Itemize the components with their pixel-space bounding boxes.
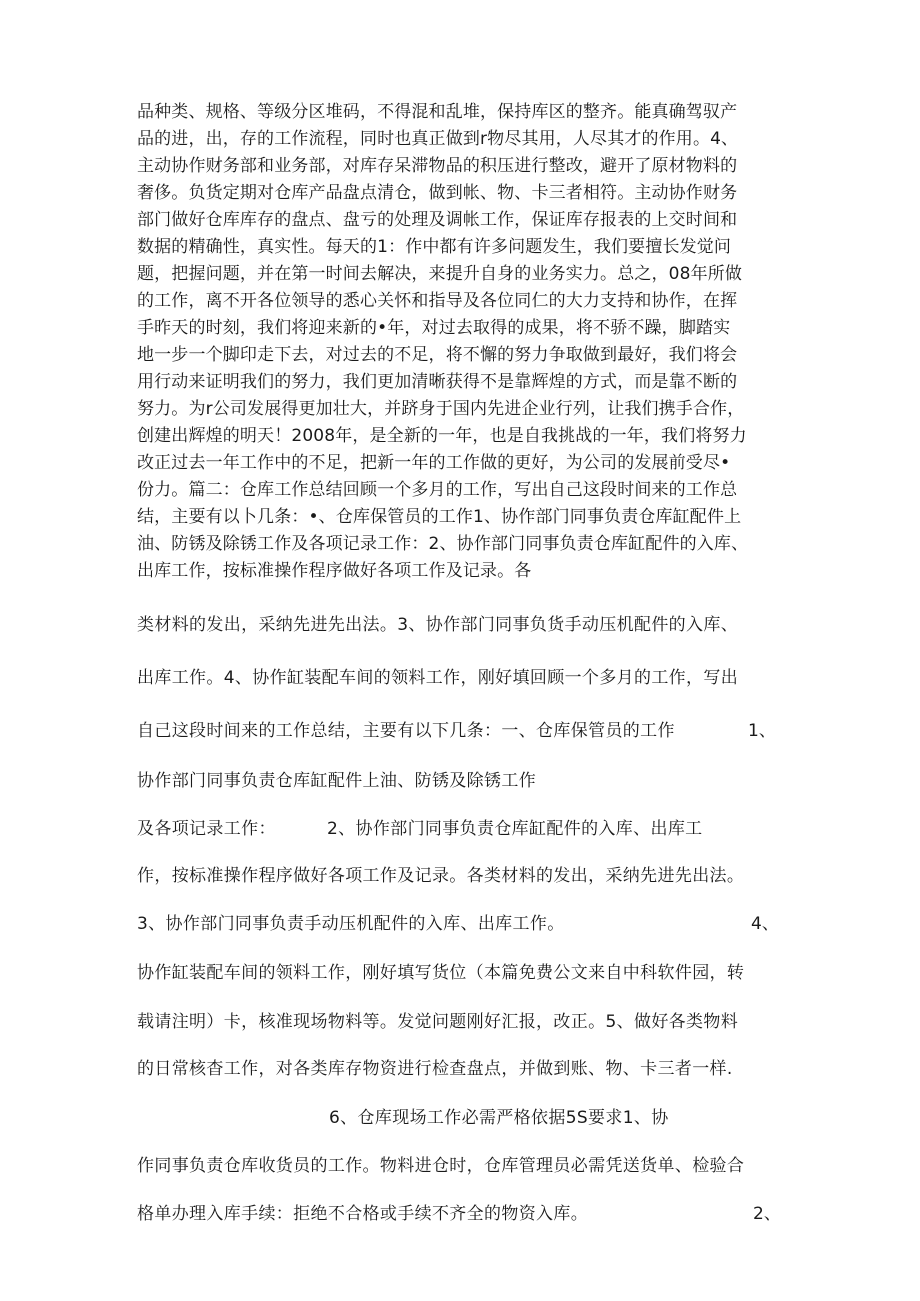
text-line: 主动协作财务部和业务部，对库存呆滞物品的积压进行整改，避开了原材物料的 — [137, 156, 738, 176]
text-line: 手昨天的时刻，我们将迎来新的•年，对过去取得的成果，将不骄不躁，脚踏实 — [137, 318, 731, 338]
text-line: 的日常核杳工作，对各类库存物资进行检查盘点，并做到账、物、卡三者一样. — [137, 1059, 733, 1079]
text-line: 油、防锈及除锈工作及各项记录工作：2、协作部门同事负责仓库缸配件的入库、 — [137, 534, 749, 554]
text-line: 地一步一个脚印走下去，对过去的不足，将不懈的努力争取做到最好，我们将会 — [137, 345, 738, 365]
text-line: 协作部门同事负责仓库缸配件上油、防锈及除锈工作 — [137, 771, 537, 791]
text-line: 3、协作部门同事负责手动压机配件的入库、出库工作。 — [137, 914, 565, 934]
text-line: 用行动来证明我们的努力，我们更加清晰获得不是靠辉煌的方式，而是靠不断的 — [137, 372, 738, 392]
text-line: 奢侈。负货定期对仓库产品盘点清仓，做到帐、物、卡三者相符。主动协作财务 — [137, 183, 738, 203]
text-line: 类材料的发出，采纳先进先出法。3、协作部门同事负货手动压机配件的入库、 — [137, 615, 739, 635]
text-line-fragment: 4、 — [751, 914, 779, 934]
text-line: 份力。篇二：仓库工作总结回顾一个多月的工作，写出自己这段时间来的工作总 — [137, 480, 738, 500]
text-line: 格单办理入库手续：拒绝不合格或手续不齐全的物资入库。 — [137, 1204, 589, 1224]
text-line: 协作缸装配车间的领料工作，刚好填写货位（本篇免费公文来自中科软件园，转 — [137, 963, 745, 983]
text-line-fragment: 1、 — [748, 721, 776, 741]
text-line: 部门做好仓库库存的盘点、盘亏的处理及调帐工作，保证库存报表的上交时间和 — [137, 210, 738, 230]
text-line: 创建出辉煌的明天！2008年，是全新的一年，也是自我挑战的一年，我们将努力 — [137, 426, 747, 446]
text-line: 6、仓库现场工作必需严格依据5S要求1、协 — [329, 1108, 669, 1128]
text-line: 努力。为r公司发展得更加壮大，并跻身于国内先进企业行列，让我们携手合作， — [137, 399, 745, 419]
text-line: 载请注明）卡，核准现场物料等。发觉问题刚好汇报，改正。5、做好各类物料 — [137, 1012, 739, 1032]
text-line-fragment: 2、 — [753, 1204, 781, 1224]
text-line-fragment: 2、协作部门同事负责仓库缸配件的入库、出库工 — [327, 819, 703, 839]
text-line: 自己这段时间来的工作总结，主要有以下几条：一、仓库保管员的工作 — [137, 721, 675, 741]
text-line: 数据的精确性，真实性。每天的1：作中都有许多问题发生，我们要擅长发觉问 — [137, 237, 732, 257]
text-line: 的工作，离不开各位领导的悉心关怀和指导及各位同仁的大力支持和协作，在挥 — [137, 291, 738, 311]
text-line: 品种类、规格、等级分区堆码，不得混和乱堆，保持库区的整齐。能真确驾驭产 — [137, 102, 738, 122]
text-line: 出库工作。4、协作缸装配车间的领料工作，刚好填回顾一个多月的工作，写出 — [137, 668, 739, 688]
text-line: 出库工作，按标准操作程序做好各项工作及记录。各 — [137, 561, 532, 581]
text-line: 作，按标准操作程序做好各项工作及记录。各类材料的发出，采纳先进先出法。 — [137, 866, 745, 886]
text-line: 及各项记录工作： — [137, 819, 276, 839]
text-line: 品的进，出，存的工作流程，同时也真正做到r物尽其用，人尽其才的作用。4、 — [137, 129, 739, 149]
text-line: 作同事负责仓库收货员的工作。物料进仓时，仓库管理员必需凭送货单、检验合 — [137, 1156, 745, 1176]
text-line: 题，把握问题，并在第一时间去解决，来提升自身的业务实力。总之，08年所做 — [137, 264, 743, 284]
text-line: 改正过去一年工作中的不足，把新一年的工作做的更好，为公司的发展前受尽• — [137, 453, 731, 473]
text-line: 结，主要有以卜几条：•、仓库保管员的工作1、协作部门同事负责仓库缸配件上 — [137, 507, 742, 527]
